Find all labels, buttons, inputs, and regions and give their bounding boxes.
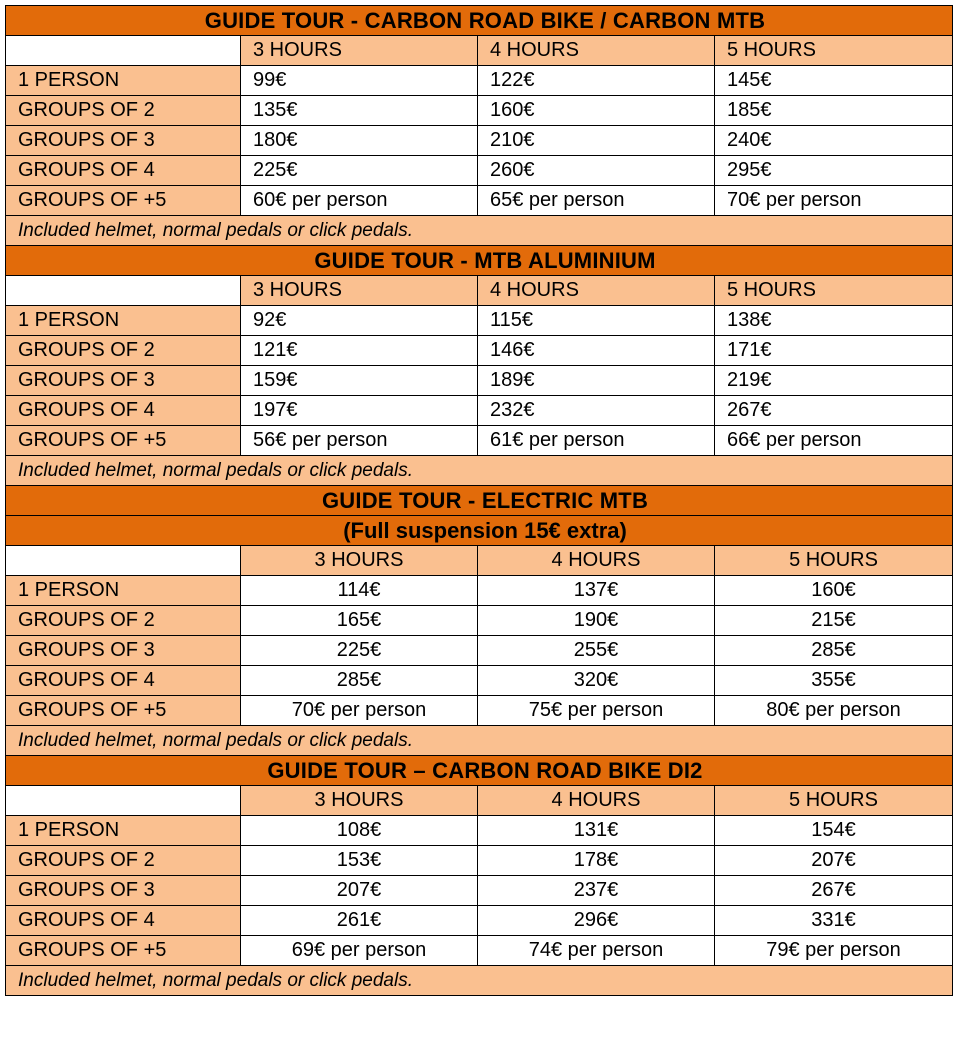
table-row: [6, 366, 953, 396]
table-title: GUIDE TOUR - MTB ALUMINIUM: [6, 246, 953, 276]
header-row: [6, 786, 953, 816]
price-cell: 108€: [241, 816, 478, 846]
header-3-hours: 3 HOURS: [241, 786, 478, 816]
table-row: [6, 876, 953, 906]
row-label: GROUPS OF 3: [6, 876, 241, 906]
header-5-hours: 5 HOURS: [715, 786, 953, 816]
row-label: 1 PERSON: [6, 306, 241, 336]
price-cell: 331€: [715, 906, 953, 936]
table-title: GUIDE TOUR - ELECTRIC MTB: [6, 486, 953, 516]
row-label: GROUPS OF 3: [6, 126, 241, 156]
price-cell: 122€: [478, 66, 715, 96]
price-cell: 260€: [478, 156, 715, 186]
price-cell: 61€ per person: [478, 426, 715, 456]
included-note: Included helmet, normal pedals or click pedals.: [6, 456, 953, 486]
header-4-hours: 4 HOURS: [478, 276, 715, 306]
price-cell: 99€: [241, 66, 478, 96]
price-cell: 145€: [715, 66, 953, 96]
price-cell: 69€ per person: [241, 936, 478, 966]
included-note: Included helmet, normal pedals or click pedals.: [6, 726, 953, 756]
header-3-hours: 3 HOURS: [241, 36, 478, 66]
header-5-hours: 5 HOURS: [715, 36, 953, 66]
table-subtitle: (Full suspension 15€ extra): [6, 516, 953, 546]
price-cell: 232€: [478, 396, 715, 426]
table-row: [6, 306, 953, 336]
note-row: [6, 456, 953, 486]
price-cell: 255€: [478, 636, 715, 666]
price-cell: 267€: [715, 396, 953, 426]
price-cell: 267€: [715, 876, 953, 906]
table-title: GUIDE TOUR – CARBON ROAD BIKE DI2: [6, 756, 953, 786]
tour-table-electric: [5, 485, 953, 756]
table-row: [6, 426, 953, 456]
price-cell: 207€: [715, 846, 953, 876]
price-cell: 180€: [241, 126, 478, 156]
row-label: GROUPS OF 4: [6, 396, 241, 426]
tour-table-carbon: [5, 5, 953, 246]
table-row: [6, 666, 953, 696]
row-label: GROUPS OF 2: [6, 96, 241, 126]
price-cell: 70€ per person: [715, 186, 953, 216]
row-label: GROUPS OF 3: [6, 636, 241, 666]
row-label: 1 PERSON: [6, 816, 241, 846]
table-title-row: [6, 756, 953, 786]
row-label: 1 PERSON: [6, 576, 241, 606]
table-row: [6, 96, 953, 126]
table-row: [6, 816, 953, 846]
header-row: [6, 546, 953, 576]
row-label: GROUPS OF 4: [6, 666, 241, 696]
header-4-hours: 4 HOURS: [478, 786, 715, 816]
table-row: [6, 606, 953, 636]
row-label: GROUPS OF +5: [6, 186, 241, 216]
price-cell: 320€: [478, 666, 715, 696]
price-cell: 355€: [715, 666, 953, 696]
price-cell: 189€: [478, 366, 715, 396]
table-title-row: [6, 6, 953, 36]
price-cell: 65€ per person: [478, 186, 715, 216]
header-blank-cell: [6, 276, 241, 306]
table-title-row: [6, 486, 953, 516]
price-cell: 190€: [478, 606, 715, 636]
row-label: GROUPS OF +5: [6, 696, 241, 726]
header-blank-cell: [6, 36, 241, 66]
price-cell: 215€: [715, 606, 953, 636]
header-5-hours: 5 HOURS: [715, 276, 953, 306]
table-row: [6, 576, 953, 606]
note-row: [6, 966, 953, 996]
price-cell: 75€ per person: [478, 696, 715, 726]
header-blank-cell: [6, 546, 241, 576]
price-cell: 60€ per person: [241, 186, 478, 216]
price-cell: 285€: [241, 666, 478, 696]
price-cell: 56€ per person: [241, 426, 478, 456]
header-row: [6, 276, 953, 306]
price-cell: 225€: [241, 156, 478, 186]
header-3-hours: 3 HOURS: [241, 276, 478, 306]
price-cell: 80€ per person: [715, 696, 953, 726]
price-cell: 219€: [715, 366, 953, 396]
price-cell: 159€: [241, 366, 478, 396]
row-label: GROUPS OF +5: [6, 426, 241, 456]
price-cell: 154€: [715, 816, 953, 846]
tour-table-di2: [5, 755, 953, 996]
price-cell: 121€: [241, 336, 478, 366]
price-cell: 135€: [241, 96, 478, 126]
price-cell: 296€: [478, 906, 715, 936]
price-cell: 178€: [478, 846, 715, 876]
header-4-hours: 4 HOURS: [478, 36, 715, 66]
included-note: Included helmet, normal pedals or click pedals.: [6, 966, 953, 996]
price-cell: 207€: [241, 876, 478, 906]
price-cell: 138€: [715, 306, 953, 336]
table-row: [6, 156, 953, 186]
note-row: [6, 726, 953, 756]
price-cell: 185€: [715, 96, 953, 126]
table-row: [6, 636, 953, 666]
price-cell: 237€: [478, 876, 715, 906]
price-cell: 92€: [241, 306, 478, 336]
table-row: [6, 906, 953, 936]
table-row: [6, 66, 953, 96]
price-cell: 210€: [478, 126, 715, 156]
table-title-row: [6, 246, 953, 276]
header-row: [6, 36, 953, 66]
price-cell: 137€: [478, 576, 715, 606]
row-label: GROUPS OF 4: [6, 906, 241, 936]
header-blank-cell: [6, 786, 241, 816]
price-cell: 74€ per person: [478, 936, 715, 966]
price-cell: 70€ per person: [241, 696, 478, 726]
row-label: GROUPS OF 2: [6, 336, 241, 366]
price-cell: 160€: [715, 576, 953, 606]
price-cell: 66€ per person: [715, 426, 953, 456]
price-cell: 261€: [241, 906, 478, 936]
price-sheet: [5, 5, 952, 996]
header-3-hours: 3 HOURS: [241, 546, 478, 576]
header-4-hours: 4 HOURS: [478, 546, 715, 576]
price-cell: 197€: [241, 396, 478, 426]
price-cell: 146€: [478, 336, 715, 366]
row-label: GROUPS OF 3: [6, 366, 241, 396]
note-row: [6, 216, 953, 246]
table-row: [6, 186, 953, 216]
table-row: [6, 126, 953, 156]
row-label: 1 PERSON: [6, 66, 241, 96]
row-label: GROUPS OF 2: [6, 846, 241, 876]
row-label: GROUPS OF 4: [6, 156, 241, 186]
table-row: [6, 846, 953, 876]
price-cell: 115€: [478, 306, 715, 336]
row-label: GROUPS OF +5: [6, 936, 241, 966]
header-5-hours: 5 HOURS: [715, 546, 953, 576]
row-label: GROUPS OF 2: [6, 606, 241, 636]
tour-table-aluminium: [5, 245, 953, 486]
price-cell: 295€: [715, 156, 953, 186]
price-cell: 225€: [241, 636, 478, 666]
table-row: [6, 396, 953, 426]
table-title: GUIDE TOUR - CARBON ROAD BIKE / CARBON MTB: [6, 6, 953, 36]
price-cell: 240€: [715, 126, 953, 156]
price-cell: 114€: [241, 576, 478, 606]
table-row: [6, 936, 953, 966]
price-cell: 131€: [478, 816, 715, 846]
price-cell: 285€: [715, 636, 953, 666]
table-subtitle-row: [6, 516, 953, 546]
price-cell: 153€: [241, 846, 478, 876]
price-cell: 160€: [478, 96, 715, 126]
table-row: [6, 336, 953, 366]
price-cell: 79€ per person: [715, 936, 953, 966]
price-cell: 171€: [715, 336, 953, 366]
included-note: Included helmet, normal pedals or click pedals.: [6, 216, 953, 246]
price-cell: 165€: [241, 606, 478, 636]
table-row: [6, 696, 953, 726]
